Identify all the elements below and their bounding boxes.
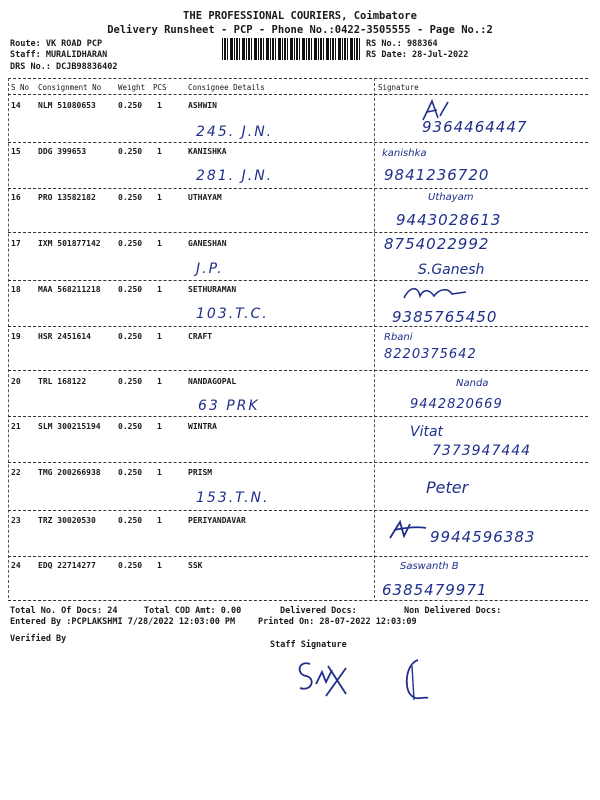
staff-signature-label: Staff Signature (270, 640, 347, 650)
row-sno: 18 (11, 285, 21, 294)
row-sno: 20 (11, 377, 21, 386)
row-consignment: MAA 568211218 (38, 285, 101, 294)
verified-by-label: Verified By (10, 634, 67, 644)
row-weight: 0.250 (118, 561, 143, 570)
non-delivered-docs: Non Delivered Docs: (404, 606, 502, 616)
handwritten-address: 245. J.N. (196, 124, 274, 140)
row-weight: 0.250 (118, 285, 143, 294)
row-pcs: 1 (157, 422, 162, 431)
row-consignee: PERIYANDAVAR (188, 516, 246, 525)
staff-signature-mark (292, 654, 352, 702)
row-divider (8, 326, 588, 327)
row-consignment: SLM 300215194 (38, 422, 101, 431)
staff-label: Staff: MURALIDHARAN (10, 50, 108, 60)
handwritten-address: J.P. (196, 261, 224, 277)
row-sno: 14 (11, 101, 21, 110)
row-weight: 0.250 (118, 377, 143, 386)
row-pcs: 1 (157, 285, 162, 294)
handwritten-address: 153.T.N. (196, 490, 270, 506)
table-bottom-rule (8, 600, 588, 601)
barcode-image (222, 38, 360, 60)
col-header-sno: S No (11, 83, 30, 92)
verifier-signature-mark (398, 656, 434, 706)
handwritten-phone: 9364464447 (422, 118, 528, 136)
row-consignee: KANISHKA (188, 147, 227, 156)
row-sno: 17 (11, 239, 21, 248)
row-pcs: 1 (157, 468, 162, 477)
handwritten-phone: 8754022992 (384, 235, 490, 253)
handwritten-name: Rbani (384, 332, 413, 343)
row-consignee: NANDAGOPAL (188, 377, 237, 386)
col-header-weight: Weight (118, 83, 146, 92)
row-pcs: 1 (157, 147, 162, 156)
row-consignment: TRZ 30020530 (38, 516, 96, 525)
handwritten-name: Peter (426, 478, 469, 497)
handwritten-phone: 6385479971 (382, 581, 488, 599)
company-title: THE PROFESSIONAL COURIERS, Coimbatore (183, 10, 417, 22)
handwritten-address: 103.T.C. (196, 306, 269, 322)
rs-number: RS No.: 988364 (366, 39, 438, 49)
row-weight: 0.250 (118, 422, 143, 431)
handwritten-name: Nanda (456, 378, 489, 389)
row-divider (8, 232, 588, 233)
row-sno: 23 (11, 516, 21, 525)
handwritten-name: Saswanth B (400, 561, 459, 572)
col-header-pcs: PCS (153, 83, 167, 92)
row-pcs: 1 (157, 561, 162, 570)
handwritten-name: S.Ganesh (418, 262, 485, 278)
row-divider (8, 142, 588, 143)
handwritten-phone: 8220375642 (384, 347, 477, 362)
row-divider (8, 188, 588, 189)
handwritten-address: 281. J.N. (196, 168, 274, 184)
row-consignment: NLM 51080653 (38, 101, 96, 110)
row-consignment: EDQ 22714277 (38, 561, 96, 570)
handwritten-name: Vitat (410, 424, 444, 440)
row-consignment: DDG 399653 (38, 147, 87, 156)
row-pcs: 1 (157, 101, 162, 110)
signature-mark (386, 518, 428, 544)
col-header-consignment: Consignment No (38, 83, 102, 92)
total-docs: Total No. Of Docs: 24 (10, 606, 118, 616)
row-sno: 15 (11, 147, 21, 156)
row-weight: 0.250 (118, 193, 143, 202)
signature-mark (400, 282, 470, 304)
row-consignment: PRO 13582182 (38, 193, 96, 202)
entered-by: Entered By :PCPLAKSHMI 7/28/2022 12:03:00 PM (10, 617, 236, 627)
row-weight: 0.250 (118, 468, 143, 477)
row-divider (8, 370, 588, 371)
row-divider (8, 462, 588, 463)
row-consignment: IXM 501877142 (38, 239, 101, 248)
handwritten-phone: 9841236720 (384, 166, 490, 184)
row-divider (8, 510, 588, 511)
drs-number: DRS No.: DCJB98836402 (10, 62, 118, 72)
row-pcs: 1 (157, 332, 162, 341)
row-weight: 0.250 (118, 101, 143, 110)
runsheet-subtitle: Delivery Runsheet - PCP - Phone No.:0422-3505555 - Page No.:2 (107, 24, 493, 36)
row-consignment: TRL 168122 (38, 377, 87, 386)
row-divider (8, 416, 588, 417)
row-consignee: SSK (188, 561, 203, 570)
row-weight: 0.250 (118, 239, 143, 248)
row-pcs: 1 (157, 193, 162, 202)
handwritten-name: kanishka (382, 148, 427, 159)
handwritten-phone: 9944596383 (430, 528, 536, 546)
handwritten-name: Uthayam (428, 192, 474, 203)
row-pcs: 1 (157, 239, 162, 248)
row-weight: 0.250 (118, 332, 143, 341)
row-sno: 24 (11, 561, 21, 570)
handwritten-phone: 9442820669 (410, 397, 503, 412)
signature-column-divider (374, 78, 375, 598)
handwritten-phone: 9443028613 (396, 211, 502, 229)
row-pcs: 1 (157, 377, 162, 386)
handwritten-phone: 7373947444 (432, 443, 532, 459)
table-left-border (8, 78, 9, 598)
row-consignee: WINTRA (188, 422, 217, 431)
row-consignee: CRAFT (188, 332, 213, 341)
col-header-signature: Signature (378, 83, 419, 92)
table-header-rule (8, 94, 588, 95)
row-consignee: GANESHAN (188, 239, 227, 248)
row-sno: 16 (11, 193, 21, 202)
row-divider (8, 280, 588, 281)
row-consignee: ASHWIN (188, 101, 217, 110)
delivered-docs: Delivered Docs: (280, 606, 357, 616)
row-sno: 22 (11, 468, 21, 477)
row-divider (8, 556, 588, 557)
handwritten-address: 63 PRK (198, 398, 260, 414)
row-weight: 0.250 (118, 516, 143, 525)
total-cod-amount: Total COD Amt: 0.00 (144, 606, 242, 616)
row-sno: 19 (11, 332, 21, 341)
handwritten-phone: 9385765450 (392, 308, 498, 326)
row-consignee: SETHURAMAN (188, 285, 237, 294)
rs-date: RS Date: 28-Jul-2022 (366, 50, 469, 60)
row-consignment: TMG 200266938 (38, 468, 101, 477)
row-consignment: HSR 2451614 (38, 332, 91, 341)
route-label: Route: VK ROAD PCP (10, 39, 103, 49)
row-consignee: PRISM (188, 468, 213, 477)
table-top-rule (8, 78, 588, 79)
col-header-consignee: Consignee Details (188, 83, 265, 92)
row-consignee: UTHAYAM (188, 193, 222, 202)
printed-on: Printed On: 28-07-2022 12:03:09 (258, 617, 417, 627)
row-pcs: 1 (157, 516, 162, 525)
row-weight: 0.250 (118, 147, 143, 156)
row-sno: 21 (11, 422, 21, 431)
